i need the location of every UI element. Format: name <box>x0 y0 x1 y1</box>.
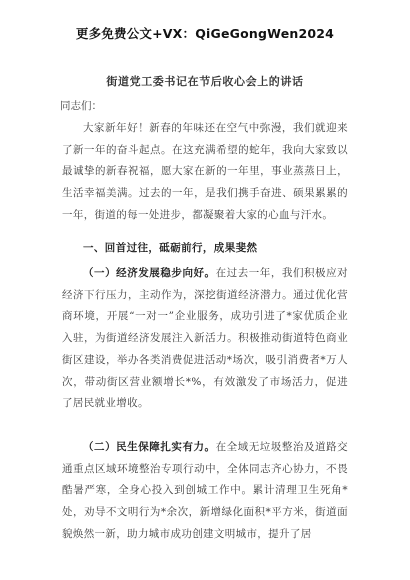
paragraph-economy <box>62 263 348 415</box>
paragraph-economy-text: 在过去一年，我们积极应对经济下行压力，主动作为，深挖街道经济潜力。通过优化营商环境，开展“一对一”企业服务，成功引进了*家优质企业入驻，为街道经济发展注入新活力。积极推动街道特色商业街区建设，举办各类消费促进活动*场次，吸引消费者*万人次，带动街区营业额增长*%，有效激发了市场活力，促进了居民就业增收。 <box>62 267 349 410</box>
salutation: 同志们： <box>60 100 102 112</box>
subheading-livelihood: （二）民生保障扎实有力。 <box>83 441 216 453</box>
subheading-economy: （一）经济发展稳步向好。 <box>83 267 216 279</box>
paragraph-livelihood-text: 在全域无垃圾整治及道路交通重点区域环境整治专项行动中，全体同志齐心协力，不畏酷暑严寒，全身心投入到创城工作中。累计清理卫生死角*处，劝导不文明行为*余次，新增绿化面积*平方米，街道面貌焕然一新，助力城市成功创建文明城市，提升了居 <box>62 441 349 540</box>
paragraph-greeting: 大家新年好！新春的年味还在空气中弥漫，我们就迎来了新一年的奋斗起点。在这充满希望的蛇年，我向大家致以最诚挚的新春祝福，愿大家在新的一年里，事业蒸蒸日上，生活幸福美满。过去的一年，是我们携手奋进、硕果累累的一年，街道的每一处进步，都凝聚着大家的心血与汗水。 <box>62 122 348 221</box>
document-title: 街道党工委书记在节后收心会上的讲话 <box>106 75 304 88</box>
paragraph-livelihood <box>62 437 348 546</box>
section-heading-1: 一、回首过往，砥砺前行，成果斐然 <box>83 242 258 254</box>
watermark-text: 更多免费公文+VX：QiGeGongWen2024 <box>75 26 335 41</box>
